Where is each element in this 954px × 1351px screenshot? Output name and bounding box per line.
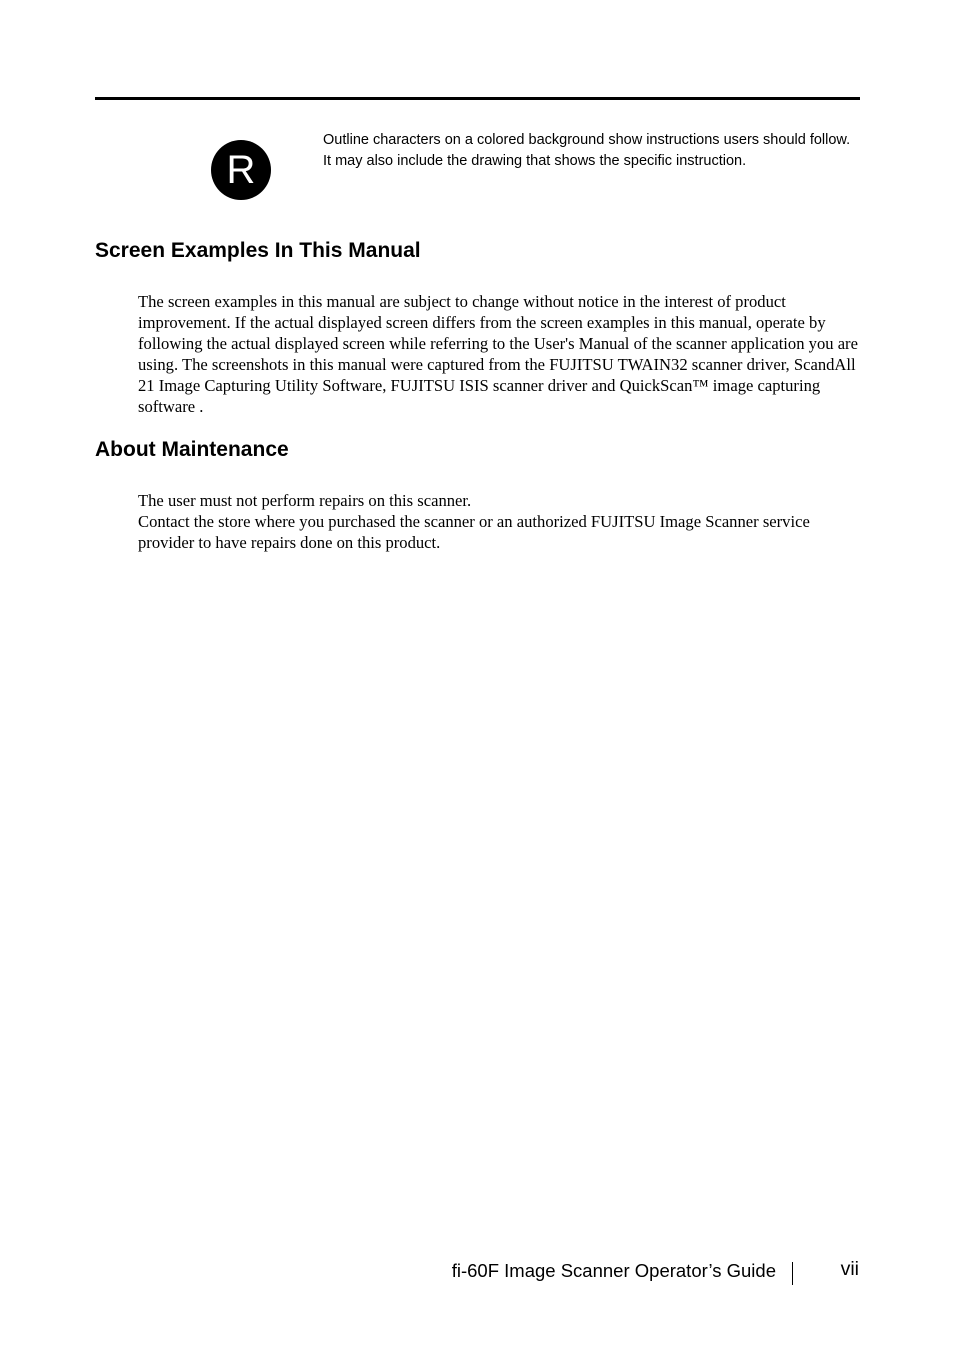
symbol-description-line: Outline characters on a colored background show instructions users should follow. [323,132,851,148]
footer-divider [792,1262,793,1285]
section-body-screen-examples [138,291,868,417]
header-rule [95,97,860,100]
section-heading-screen-examples: Screen Examples In This Manual [95,239,421,262]
symbol-description-line: It may also include the drawing that shows the specific instruction. [323,152,747,169]
section-body-about-maintenance [138,490,868,553]
body-paragraph: The screen examples in this manual are subject to change without notice in the interest of product improvement. If the actual displayed screen differs from the screen examples in this manual, operate by following the actual displayed screen while referring to the User's Manual of the scanner application you are using. The screenshots in this manual were captured from the FUJITSU TWAIN32 scanner driver, ScandAll 21 Image Capturing Utility Software, FUJITSU ISIS scanner driver and QuickScan™ image capturing software . [138,292,858,416]
body-paragraph: The user must not perform repairs on this scanner. [138,491,472,510]
body-paragraph: Contact the store where you purchased the scanner or an authorized FUJITSU Image Scanner service provider to have repairs done on this product. [138,512,810,552]
instruction-symbol-icon: R [211,140,271,200]
page-number: vii [840,1258,859,1280]
section-heading-about-maintenance: About Maintenance [95,438,289,461]
symbol-description [323,131,863,171]
footer-guide-title: fi-60F Image Scanner Operator’s Guide [451,1260,776,1281]
